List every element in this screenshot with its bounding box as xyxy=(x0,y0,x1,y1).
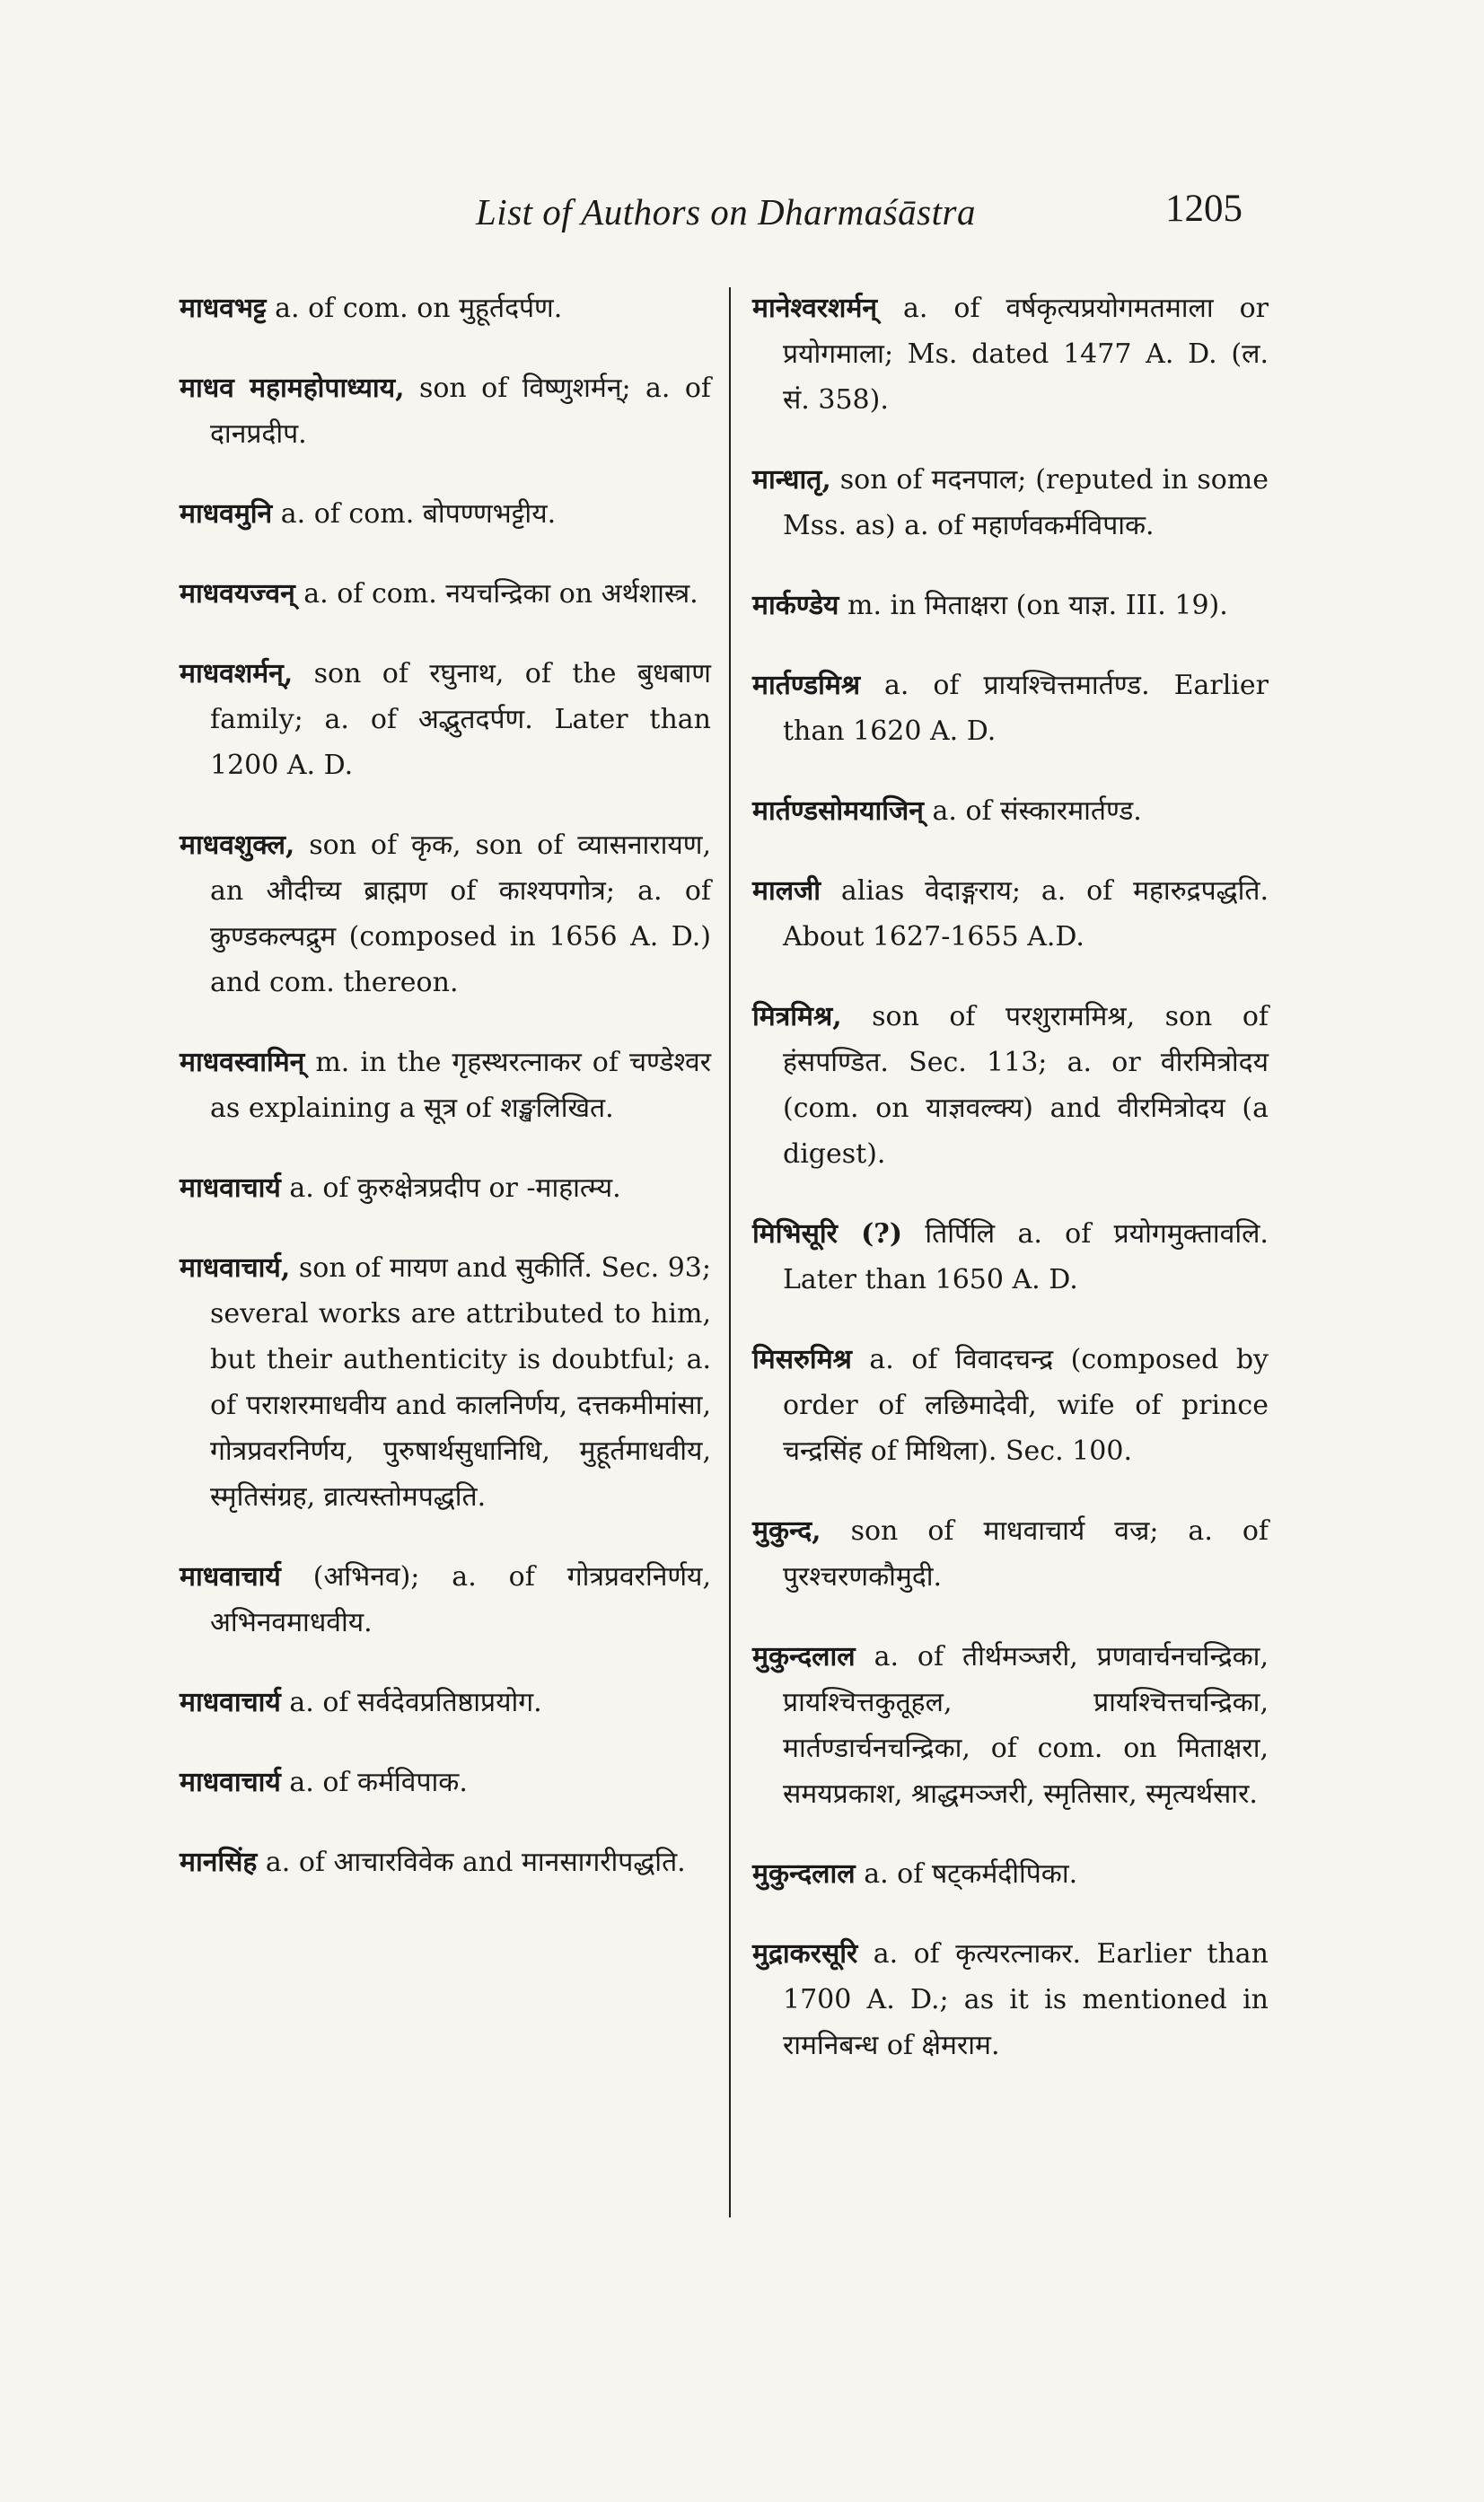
entry-text: son of माधवाचार्य वज्र; a. of पुरश्चरणकौमुदी. xyxy=(783,1515,1269,1593)
entry xyxy=(180,491,711,537)
entry xyxy=(180,1760,711,1805)
entry-text: a. of आचारविवेक and मानसागरीपद्धति. xyxy=(265,1847,686,1878)
headword: मुकुन्दलाल xyxy=(752,1641,856,1672)
right-column xyxy=(752,285,1269,2103)
headword: माधवाचार्य, xyxy=(180,1252,291,1284)
column-divider xyxy=(729,287,731,2217)
left-column xyxy=(180,285,711,1919)
headword: मार्तण्डसोमयाजिन् xyxy=(752,795,924,827)
entry xyxy=(752,457,1269,549)
headword: मिसरुमिश्र xyxy=(752,1344,852,1375)
entry xyxy=(180,1680,711,1725)
entry xyxy=(752,868,1269,960)
headword: मार्तण्डमिश्र xyxy=(752,670,861,701)
headword: मिभिसूरि (?) xyxy=(752,1218,903,1250)
headword: मानेश्वरशर्मन् xyxy=(752,293,878,324)
entry-text: a. of संस्कारमार्तण्ड. xyxy=(932,795,1142,827)
headword: माधवाचार्य xyxy=(180,1687,281,1718)
entry xyxy=(752,285,1269,423)
entry xyxy=(180,651,711,788)
headword: मानसिंह xyxy=(180,1847,258,1878)
headword: मान्धातृ, xyxy=(752,464,831,496)
entry xyxy=(180,365,711,457)
entry xyxy=(180,1554,711,1646)
entry xyxy=(752,1211,1269,1303)
entry-text: (अभिनव); a. of गोत्रप्रवरनिर्णय, अभिनवमाधवीय. xyxy=(210,1561,711,1638)
entry-text: son of रघुनाथ, of the बुधबाण family; a. of अद्भुतदर्पण. Later than 1200 A. D. xyxy=(210,658,711,781)
entry-text: a. of सर्वदेवप्रतिष्ठाप्रयोग. xyxy=(289,1687,542,1718)
entry-text: son of विष्णुशर्मन्; a. of दानप्रदीप. xyxy=(210,373,711,450)
headword: माधव महामहोपाध्याय, xyxy=(180,373,405,404)
entry xyxy=(180,1839,711,1885)
entry xyxy=(752,1337,1269,1474)
entry-text: a. of com. बोपण्णभट्टीय. xyxy=(280,498,557,530)
entry-text: alias वेदाङ्गराय; a. of महारुद्रपद्धति. About 1627-1655 A.D. xyxy=(783,875,1269,953)
entry xyxy=(752,1508,1269,1600)
entry xyxy=(180,285,711,331)
entry xyxy=(752,1634,1269,1817)
entry-text: a. of com. on मुहूर्तदर्पण. xyxy=(275,293,563,324)
entry xyxy=(180,822,711,1005)
entry-text: a. of कृत्यरत्नाकर. Earlier than 1700 A. D.; as it is mentioned in रामनिबन्ध of क्षेमराम. xyxy=(783,1938,1269,2061)
running-head: List of Authors on Dharmaśāstra xyxy=(476,191,976,233)
headword: माधवशुक्ल, xyxy=(180,830,295,861)
entry-text: a. of तीर्थमञ्जरी, प्रणवार्चनचन्द्रिका, प्रायश्चित्तकुतूहल, प्रायश्चित्तचन्द्रिका, मार्तण्डार्चनचन्द्रिका, of com. on मिताक्षरा, समयप्रकाश, श्राद्धमञ्जरी, स्मृतिसार, स्मृत्यर्थसार. xyxy=(783,1641,1269,1810)
headword: माधवाचार्य xyxy=(180,1561,281,1593)
headword: माधवाचार्य xyxy=(180,1767,281,1798)
headword: माधवमुनि xyxy=(180,498,273,530)
entry xyxy=(752,788,1269,834)
entry-text: son of मदनपाल; (reputed in some Mss. as) a. of महार्णवकर्मविपाक. xyxy=(783,464,1269,541)
headword: मुकुन्दलाल xyxy=(752,1858,856,1890)
headword: मालजी xyxy=(752,875,821,907)
entry-text: a. of कर्मविपाक. xyxy=(289,1767,468,1798)
entry-text: m. in मिताक्षरा (on याज्ञ. III. 19). xyxy=(847,590,1228,621)
entry xyxy=(180,1165,711,1211)
entry-text: a. of विवादचन्द्र (composed by order of लछिमादेवी, wife of prince चन्द्रसिंह of मिथिला). Sec. 100. xyxy=(783,1344,1269,1467)
entry xyxy=(752,583,1269,628)
headword: माधवभट्ट xyxy=(180,293,267,324)
entry-text: m. in the गृहस्थरत्नाकर of चण्डेश्वर as explaining a सूत्र of शङ्खलिखित. xyxy=(210,1047,711,1124)
entry xyxy=(180,1040,711,1131)
entry-text: a. of वर्षकृत्यप्रयोगमतमाला or प्रयोगमाला; Ms. dated 1477 A. D. (ल. सं. 358). xyxy=(783,293,1269,416)
entry-text: a. of com. नयचन्द्रिका on अर्थशास्त्र. xyxy=(303,578,698,610)
headword: माधवस्वामिन् xyxy=(180,1047,305,1078)
entry-text: son of परशुराममिश्र, son of हंसपण्डित. Sec. 113; a. or वीरमित्रोदय (com. on याज्ञवल्क्य) and वीरमित्रोदय (a digest). xyxy=(783,1001,1269,1170)
entry-text: son of कृक, son of व्यासनारायण, an औदीच्य ब्राह्मण of काश्यपगोत्र; a. of कुण्डकल्पद्रुम (composed in 1656 A. D.) and com. thereon. xyxy=(210,830,711,998)
entry xyxy=(752,1931,1269,2068)
entry xyxy=(752,1851,1269,1897)
page-number: 1205 xyxy=(1165,188,1243,230)
entry xyxy=(180,571,711,617)
headword: माधवयज्वन् xyxy=(180,578,295,610)
headword: मुकुन्द, xyxy=(752,1515,821,1547)
entry-text: son of मायण and सुकीर्ति. Sec. 93; several works are attributed to him, but their authenticity is doubtful; a. of पराशरमाधवीय and कालनिर्णय, दत्तकमीमांसा, गोत्रप्रवरनिर्णय, पुरुषार्थसुधानिधि, मुहूर्तमाधवीय, स्मृतिसंग्रह, व्रात्यस्तोमपद्धति. xyxy=(210,1252,711,1513)
entry-text: a. of कुरुक्षेत्रप्रदीप or -माहात्म्य. xyxy=(289,1172,621,1204)
headword: मित्रमिश्र, xyxy=(752,1001,842,1032)
entry-text: a. of प्रायश्चित्तमार्तण्ड. Earlier than 1620 A. D. xyxy=(783,670,1269,747)
headword: माधवशर्मन्, xyxy=(180,658,294,689)
entry xyxy=(752,994,1269,1177)
entry xyxy=(752,663,1269,754)
entry xyxy=(180,1245,711,1520)
entry-text: तिर्पिलि a. of प्रयोगमुक्तावलि. Later than 1650 A. D. xyxy=(783,1218,1269,1295)
headword: माधवाचार्य xyxy=(180,1172,281,1204)
headword: मार्कण्डेय xyxy=(752,590,839,621)
entry-text: a. of षट्कर्मदीपिका. xyxy=(864,1858,1078,1890)
headword: मुद्राकरसूरि xyxy=(752,1938,858,1970)
